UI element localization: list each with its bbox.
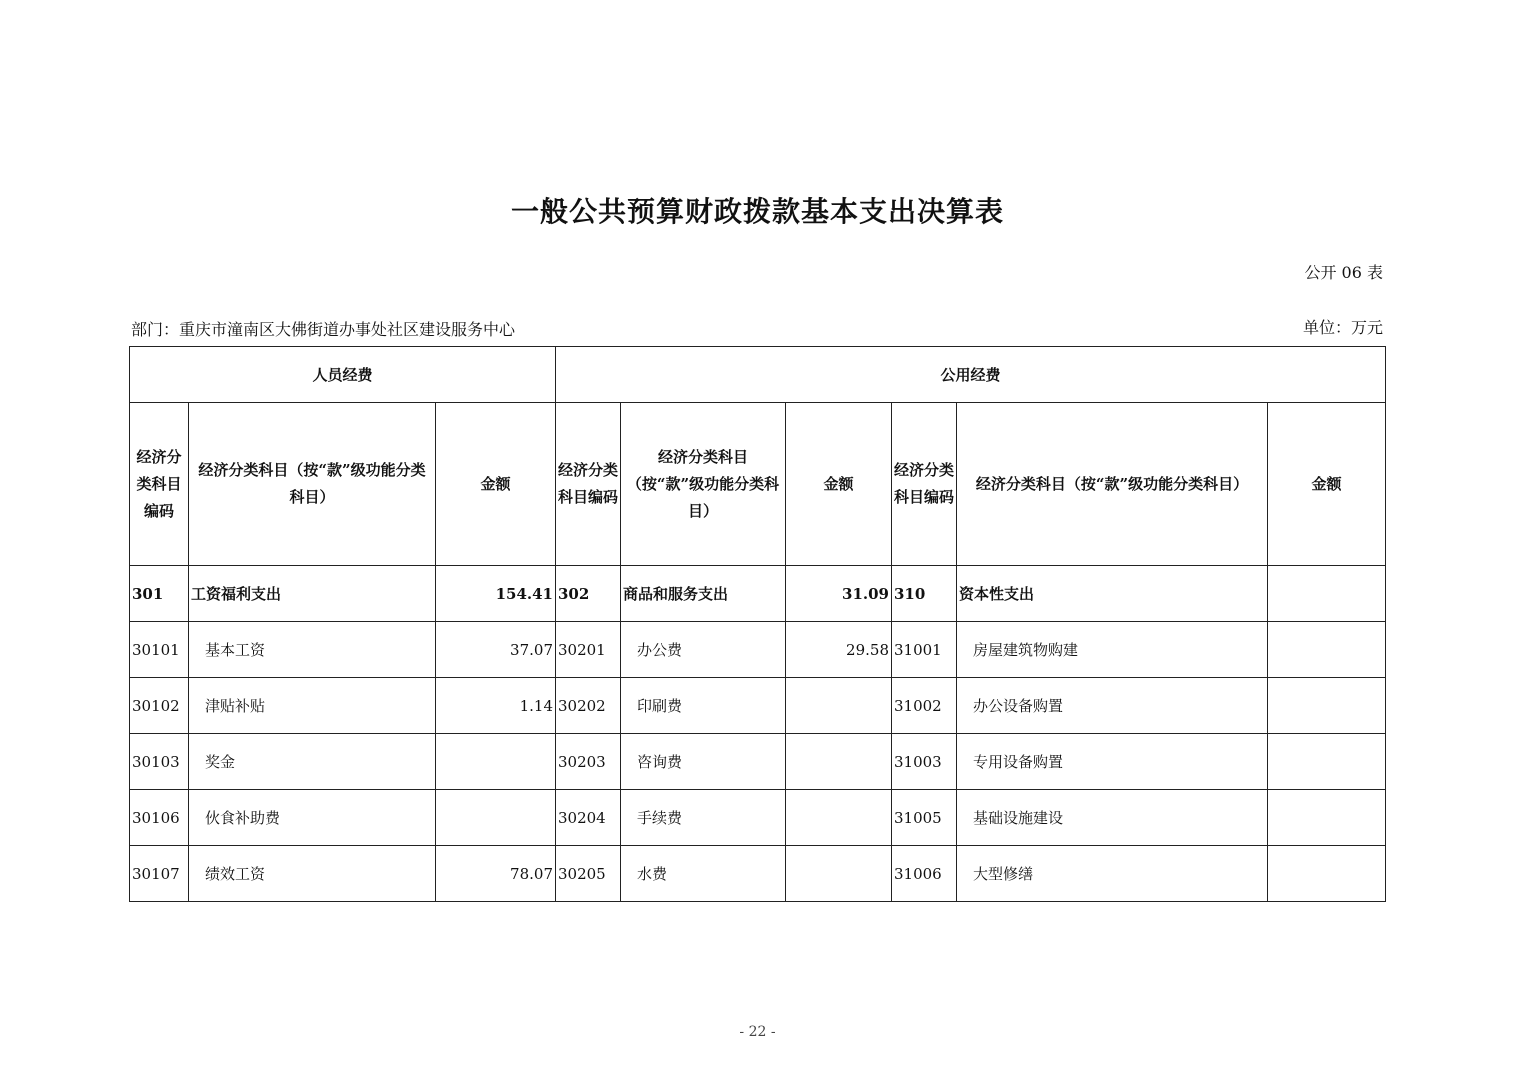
table-row — [130, 790, 1386, 846]
column-header-name: 经济分类科目（按“款”级功能分类科目） — [957, 403, 1268, 566]
name-cell: 工资福利支出 — [189, 566, 436, 622]
amount-cell: 31.09 — [786, 566, 892, 622]
code-cell: 31006 — [892, 846, 957, 902]
name-cell: 专用设备购置 — [957, 734, 1268, 790]
code-cell: 310 — [892, 566, 957, 622]
expenditure-table — [129, 346, 1386, 902]
amount-cell: 37.07 — [436, 622, 556, 678]
table-row — [130, 734, 1386, 790]
code-cell: 31002 — [892, 678, 957, 734]
code-cell: 31005 — [892, 790, 957, 846]
name-cell: 基础设施建设 — [957, 790, 1268, 846]
name-cell: 大型修缮 — [957, 846, 1268, 902]
group-header-public: 公用经费 — [556, 347, 1386, 403]
table-row — [130, 622, 1386, 678]
code-cell: 31003 — [892, 734, 957, 790]
amount-cell — [1268, 566, 1386, 622]
form-number: 公开 06 表 — [1304, 263, 1383, 282]
name-cell: 印刷费 — [621, 678, 786, 734]
code-cell: 30107 — [130, 846, 189, 902]
code-cell: 30201 — [556, 622, 621, 678]
amount-cell — [1268, 846, 1386, 902]
column-header-row — [130, 403, 1386, 566]
column-header-code: 经济分类科目编码 — [892, 403, 957, 566]
name-cell: 商品和服务支出 — [621, 566, 786, 622]
amount-cell — [1268, 622, 1386, 678]
column-header-amount: 金额 — [1268, 403, 1386, 566]
name-cell: 水费 — [621, 846, 786, 902]
name-cell: 津贴补贴 — [189, 678, 436, 734]
unit-label: 单位：万元 — [1302, 318, 1383, 337]
name-cell: 手续费 — [621, 790, 786, 846]
name-cell: 基本工资 — [189, 622, 436, 678]
code-cell: 30205 — [556, 846, 621, 902]
column-header-code: 经济分类科目编码 — [556, 403, 621, 566]
page-number: - 22 - — [739, 1024, 776, 1040]
amount-cell — [786, 678, 892, 734]
amount-cell — [436, 790, 556, 846]
amount-cell: 1.14 — [436, 678, 556, 734]
amount-cell — [1268, 734, 1386, 790]
code-cell: 30102 — [130, 678, 189, 734]
name-cell: 办公设备购置 — [957, 678, 1268, 734]
name-cell: 奖金 — [189, 734, 436, 790]
name-cell: 房屋建筑物购建 — [957, 622, 1268, 678]
code-cell: 30103 — [130, 734, 189, 790]
column-header-amount: 金额 — [786, 403, 892, 566]
code-cell: 302 — [556, 566, 621, 622]
code-cell: 30106 — [130, 790, 189, 846]
name-cell: 咨询费 — [621, 734, 786, 790]
code-cell: 30204 — [556, 790, 621, 846]
column-header-name: 经济分类科目（按“款”级功能分类科目） — [621, 403, 786, 566]
table-body — [130, 347, 1386, 902]
amount-cell: 78.07 — [436, 846, 556, 902]
name-cell: 办公费 — [621, 622, 786, 678]
amount-cell — [786, 846, 892, 902]
code-cell: 30203 — [556, 734, 621, 790]
column-header-amount: 金额 — [436, 403, 556, 566]
amount-cell — [1268, 678, 1386, 734]
amount-cell: 154.41 — [436, 566, 556, 622]
amount-cell — [786, 790, 892, 846]
code-cell: 30101 — [130, 622, 189, 678]
code-cell: 31001 — [892, 622, 957, 678]
column-header-code: 经济分类科目编码 — [130, 403, 189, 566]
column-header-name: 经济分类科目（按“款”级功能分类科目） — [189, 403, 436, 566]
amount-cell — [786, 734, 892, 790]
name-cell: 伙食补助费 — [189, 790, 436, 846]
amount-cell: 29.58 — [786, 622, 892, 678]
table-row — [130, 678, 1386, 734]
code-cell: 30202 — [556, 678, 621, 734]
amount-cell — [436, 734, 556, 790]
group-header-personnel: 人员经费 — [130, 347, 556, 403]
name-cell: 绩效工资 — [189, 846, 436, 902]
amount-cell — [1268, 790, 1386, 846]
table-row — [130, 846, 1386, 902]
code-cell: 301 — [130, 566, 189, 622]
page-title: 一般公共预算财政拨款基本支出决算表 — [510, 195, 1004, 228]
group-header-row — [130, 347, 1386, 403]
name-cell: 资本性支出 — [957, 566, 1268, 622]
department-label: 部门：重庆市潼南区大佛街道办事处社区建设服务中心 — [131, 320, 516, 339]
table-row — [130, 566, 1386, 622]
